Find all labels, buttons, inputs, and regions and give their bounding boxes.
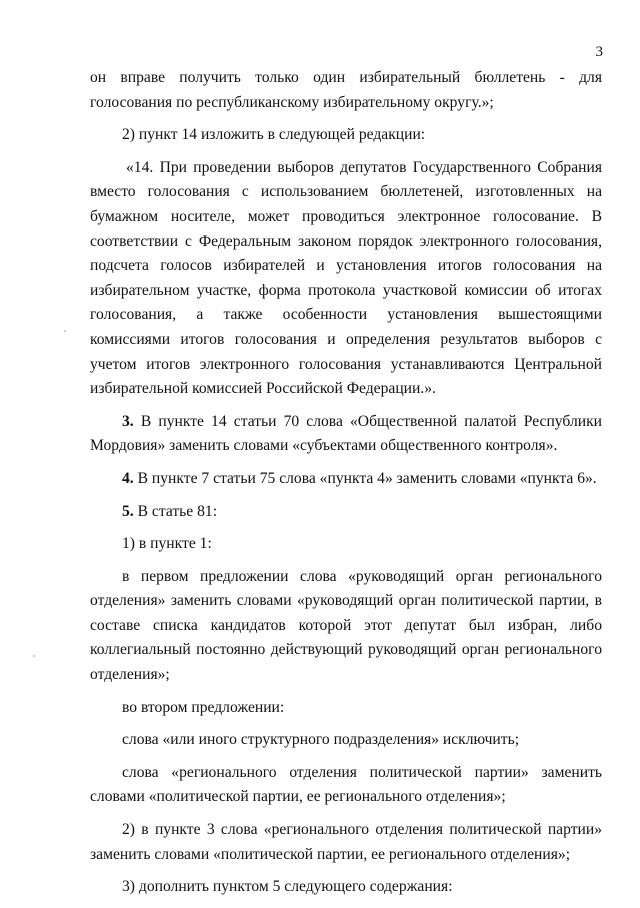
paragraph-continuation: он вправе получить только один избирательный бюллетень - для голосования по республиканскому избирательному округу.»; [90, 69, 602, 111]
page-number: 3 [595, 44, 603, 60]
paragraph-second-sentence: во втором предложении: [122, 698, 285, 716]
paragraph-item-2b: 2) в пункте 3 слова «регионального отделения политической партии» заменить словами «политической партии, ее регионального отделения»; [90, 821, 602, 863]
paragraph-section-3 [90, 410, 602, 459]
paragraph-text: В статье 81: [137, 502, 218, 520]
paragraph-exclude: слова «или иного структурного подразделения» исключить; [122, 731, 520, 749]
paragraph-text: В пункте 7 статьи 75 слова «пункта 4» заменить словами «пункта 6». [137, 469, 597, 487]
paragraph-text: В пункте 14 статьи 70 слова «Общественной палатой Республики Мордовия» заменить словами «субъектами общественного контроля». [90, 412, 602, 455]
scan-speck [64, 330, 66, 332]
section-number: 3. [122, 412, 134, 430]
scan-speck [33, 655, 35, 657]
section-number: 4. [122, 469, 134, 487]
document-body [90, 66, 602, 908]
paragraph-section-4 [90, 467, 602, 492]
paragraph-item-3: 3) дополнить пунктом 5 следующего содержания: [122, 878, 453, 896]
paragraph-item-2: 2) пункт 14 изложить в следующей редакции: [122, 126, 426, 144]
section-number: 5. [122, 502, 134, 520]
paragraph-item-1: 1) в пункте 1: [122, 535, 212, 553]
paragraph-section-5 [90, 500, 602, 525]
paragraph-replace: слова «регионального отделения политической партии» заменить словами «политической партии, ее регионального отделения»; [90, 763, 602, 806]
paragraph-first-sentence: в первом предложении слова «руководящий орган регионального отделения» заменить словами «руководящий орган политической партии, в составе списка кандидатов которой этот депутат был избран, либо коллегиальный постоянно действующий руководящий орган регионального отделения»; [90, 567, 602, 684]
paragraph-quoted-item-14: «14. При проведении выборов депутатов Государственного Собрания вместо голосования с использованием бюллетеней, изготовленных на бумажном носителе, может проводиться электронное голосование. В соответствии с Федеральным законом порядок электронного голосования, подсчета голосов избирателей и установления итогов голосования на избирательном участке, форма протокола участковой комиссии об итогах голосования, а также особенности установления вышестоящими комиссиями итогов голосования и определения результатов выборов с учетом итогов электронного голосования устанавливаются Центральной избирательной комиссией Российской Федерации.». [90, 158, 602, 398]
